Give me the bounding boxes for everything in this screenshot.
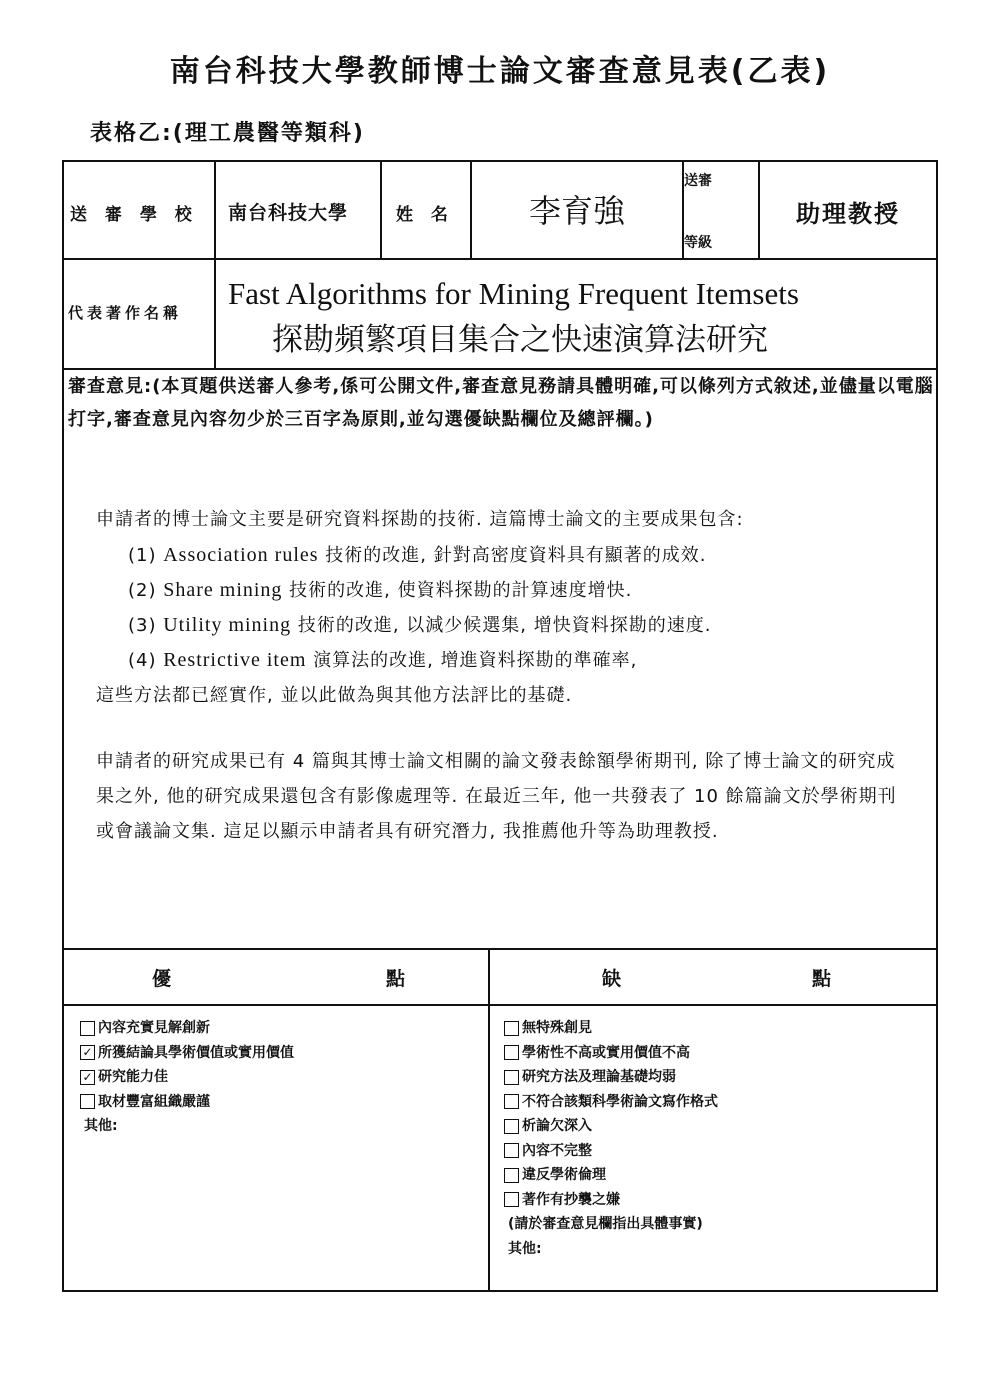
checkbox[interactable]	[80, 1021, 95, 1036]
strength-option[interactable]: 取材豐富組織嚴謹	[80, 1090, 294, 1115]
form-title: 南台科技大學教師博士論文審查意見表(乙表)	[169, 54, 831, 89]
work-title-en: Fast Algorithms for Mining Frequent Itemsets	[228, 276, 799, 311]
checkbox[interactable]	[504, 1143, 519, 1158]
review-conclusion: 這些方法都已經實作, 並以此做為與其他方法評比的基礎.	[96, 685, 573, 706]
weaknesses-note: (請於審查意見欄指出具體事實)	[508, 1216, 703, 1232]
weaknesses-list	[504, 1016, 718, 1261]
review-instructions: 審查意見:(本頁題供送審人參考,係可公開文件,審查意見務請具體明確,可以條列方式敘述,並儘量以電腦打字,審查意見內容勿少於三百字為原則,並勾選優缺點欄位及總評欄。)	[68, 376, 934, 430]
review-intro: 申請者的博士論文主要是研究資料探勘的技術. 這篇博士論文的主要成果包含:	[96, 509, 744, 530]
review-item-2: (2) Share mining 技術的改進, 使資料探勘的計算速度增快.	[128, 579, 633, 601]
weaknesses-header-b: 點	[812, 968, 832, 990]
checkbox[interactable]	[504, 1094, 519, 1109]
weakness-option[interactable]: 研究方法及理論基礎均弱	[504, 1065, 718, 1090]
rank-label-top: 送審	[684, 173, 712, 189]
weakness-option[interactable]: 學術性不高或實用價值不高	[504, 1041, 718, 1066]
review-paragraph-2: 申請者的研究成果已有 4 篇與其博士論文相關的論文發表餘額學術期刊, 除了博士論文的研究成果之外, 他的研究成果還包含有影像處理等. 在最近三年, 他一共發表了 10 餘篇論文於學術期刊或會議論文集. 這足以顯示申請者具有研究潛力, 我推薦他升等為助理教授.	[96, 751, 897, 842]
checkbox[interactable]	[504, 1070, 519, 1085]
name-label: 姓 名	[396, 205, 454, 225]
strengths-list	[80, 1016, 294, 1139]
school-label: 送 審 學 校	[70, 205, 198, 225]
weakness-option[interactable]: 無特殊創見	[504, 1016, 718, 1041]
checkbox[interactable]	[504, 1021, 519, 1036]
strength-option[interactable]: 內容充實見解創新	[80, 1016, 294, 1041]
weakness-option[interactable]: 違反學術倫理	[504, 1163, 718, 1188]
strength-option[interactable]: ✓ 所獲結論具學術價值或實用價值	[80, 1041, 294, 1066]
review-form-table	[62, 160, 938, 1292]
checkbox[interactable]	[504, 1168, 519, 1183]
review-item-1: (1) Association rules 技術的改進, 針對高密度資料具有顯著的成效.	[128, 544, 707, 566]
checkbox[interactable]	[504, 1119, 519, 1134]
school-value: 南台科技大學	[228, 202, 349, 224]
weakness-option[interactable]: 不符合該類科學術論文寫作格式	[504, 1090, 718, 1115]
review-item-4: (4) Restrictive item 演算法的改進, 增進資料探勘的準確率,	[128, 649, 638, 671]
checkbox[interactable]	[80, 1094, 95, 1109]
weakness-option[interactable]: 析論欠深入	[504, 1114, 718, 1139]
checkbox[interactable]: ✓	[80, 1045, 95, 1060]
checkbox[interactable]: ✓	[80, 1070, 95, 1085]
form-subtitle: 表格乙:(理工農醫等類科)	[90, 121, 365, 146]
weaknesses-other: 其他:	[508, 1240, 542, 1257]
rank-value: 助理教授	[796, 200, 900, 228]
work-label: 代表著作名稱	[68, 304, 183, 322]
checkbox[interactable]	[504, 1045, 519, 1060]
review-item-3: (3) Utility mining 技術的改進, 以減少候選集, 增快資料探勘的速度.	[128, 614, 712, 636]
work-title-zh: 探勘頻繁項目集合之快速演算法研究	[272, 322, 768, 358]
weakness-option[interactable]: 著作有抄襲之嫌	[504, 1188, 718, 1213]
strength-option[interactable]: ✓ 研究能力佳	[80, 1065, 294, 1090]
strengths-header-a: 優	[152, 968, 172, 990]
strengths-header-b: 點	[386, 968, 406, 990]
strengths-other: 其他:	[84, 1118, 118, 1134]
checkbox[interactable]	[504, 1192, 519, 1207]
name-value: 李育強	[528, 192, 625, 230]
rank-label-bottom: 等級	[684, 235, 712, 251]
weaknesses-header-a: 缺	[602, 968, 622, 990]
weakness-option[interactable]: 內容不完整	[504, 1139, 718, 1164]
